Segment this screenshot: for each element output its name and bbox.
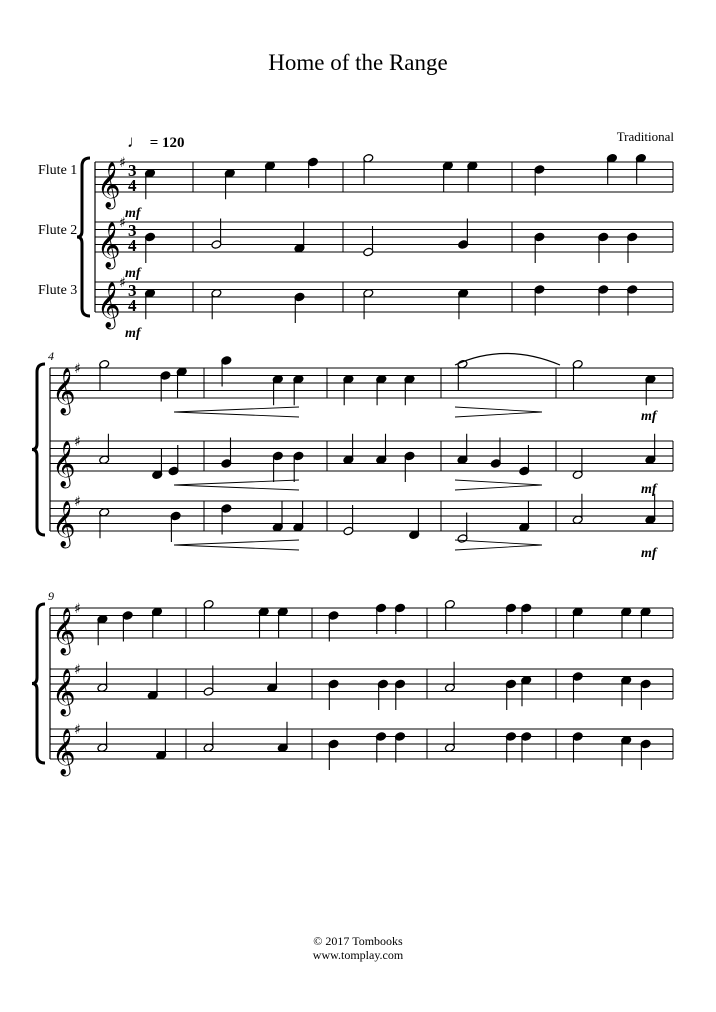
tie-curve (455, 354, 560, 366)
treble-clef-icon: 𝄞 (52, 669, 76, 715)
dynamic-marking: mf (125, 206, 141, 221)
composer-credit: Traditional (616, 129, 674, 144)
sharp-icon: ♯ (74, 434, 81, 450)
sharp-icon: ♯ (74, 494, 81, 510)
decrescendo-hairpin (455, 407, 542, 417)
dynamic-marking: mf (125, 326, 141, 341)
system-bracket (32, 604, 45, 763)
time-signature-bottom: 4 (128, 296, 137, 315)
time-signature-bottom: 4 (128, 176, 137, 195)
dynamic-marking: mf (641, 409, 657, 424)
time-signature-top: 3 (128, 221, 137, 240)
copyright-text: © 2017 Tombooks (313, 934, 403, 948)
quarter-note-icon: ♩ (127, 132, 144, 151)
treble-clef-icon: 𝄞 (52, 441, 76, 487)
treble-clef-icon: 𝄞 (52, 729, 76, 775)
dynamic-marking: mf (641, 546, 657, 561)
score-title: Home of the Range (268, 50, 448, 75)
time-signature-top: 3 (128, 281, 137, 300)
tempo-value: = 120 (149, 135, 185, 151)
sharp-icon: ♯ (74, 662, 81, 678)
part-label-flute-2: Flute 2 (38, 223, 78, 238)
treble-clef-icon: 𝄞 (97, 162, 121, 208)
decrescendo-hairpin (455, 480, 542, 490)
measure-number: 4 (48, 349, 54, 363)
time-signature-top: 3 (128, 161, 137, 180)
sharp-icon: ♯ (119, 155, 126, 171)
sharp-icon: ♯ (119, 215, 126, 231)
part-label-flute-1: Flute 1 (38, 163, 78, 178)
part-label-flute-3: Flute 3 (38, 283, 78, 298)
system-bracket (77, 158, 90, 316)
sharp-icon: ♯ (74, 601, 81, 617)
treble-clef-icon: 𝄞 (52, 501, 76, 547)
sharp-icon: ♯ (119, 275, 126, 291)
dynamic-marking: mf (125, 266, 141, 281)
treble-clef-icon: 𝄞 (52, 368, 76, 414)
crescendo-hairpin (174, 540, 299, 550)
sharp-icon: ♯ (74, 722, 81, 738)
measure-number: 9 (48, 589, 54, 603)
treble-clef-icon: 𝄞 (97, 282, 121, 328)
system-bracket (32, 364, 45, 535)
time-signature-bottom: 4 (128, 236, 137, 255)
crescendo-hairpin (174, 480, 299, 490)
treble-clef-icon: 𝄞 (97, 222, 121, 268)
treble-clef-icon: 𝄞 (52, 608, 76, 654)
sharp-icon: ♯ (74, 361, 81, 377)
crescendo-hairpin (174, 407, 299, 417)
website-text: www.tomplay.com (312, 948, 404, 962)
dynamic-marking: mf (641, 482, 657, 497)
decrescendo-hairpin (455, 540, 542, 550)
